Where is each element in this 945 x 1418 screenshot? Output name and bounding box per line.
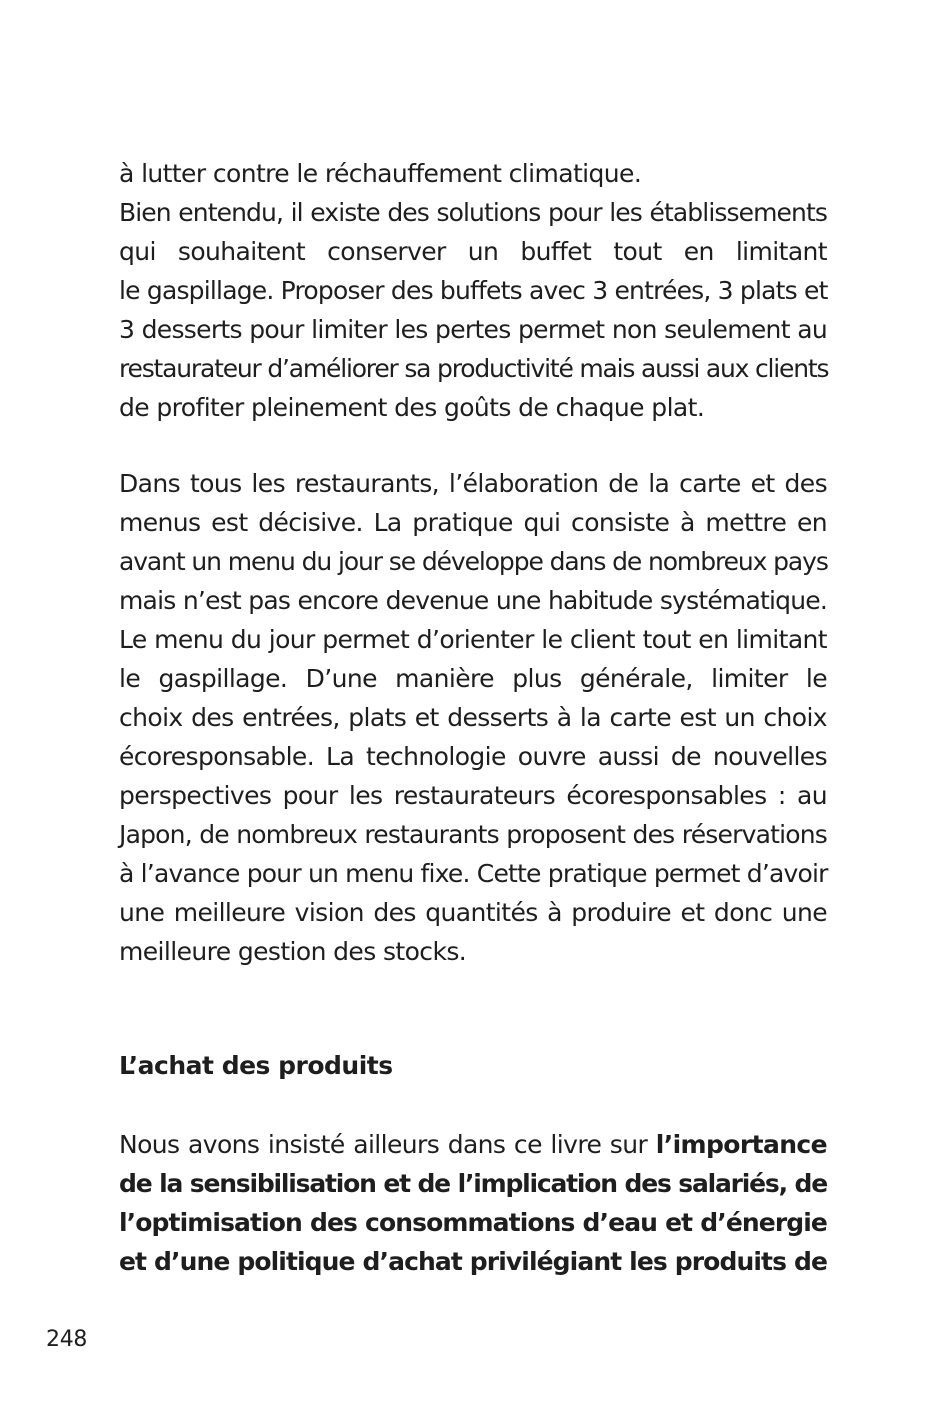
paragraph-line: restaurateur d’améliorer sa productivité mais aussi aux clients [119, 354, 829, 383]
paragraph-line-bold: de la sensibilisation et de l’implication des salariés, de [119, 1169, 827, 1198]
paragraph-line: Le menu du jour permet d’orienter le client tout en limitant [119, 625, 827, 654]
page-number: 248 [46, 1327, 88, 1352]
paragraph-line: menus est décisive. La pratique qui consiste à mettre en [119, 508, 827, 537]
paragraph-line: le gaspillage. D’une manière plus générale, limiter le [119, 664, 827, 693]
paragraph-line: Bien entendu, il existe des solutions pour les établissements [119, 198, 827, 227]
paragraph-line: avant un menu du jour se développe dans de nombreux pays [119, 547, 828, 576]
paragraph-line: 3 desserts pour limiter les pertes permet non seulement au [119, 315, 827, 344]
paragraph-line: qui souhaitent conserver un buffet tout en limitant [119, 237, 827, 266]
paragraph-line: choix des entrées, plats et desserts à la carte est un choix [119, 703, 827, 732]
paragraph-line: une meilleure vision des quantités à produire et donc une [119, 898, 827, 927]
paragraph-line: à l’avance pour un menu fixe. Cette pratique permet d’avoir [119, 859, 828, 888]
paragraph-line: meilleure gestion des stocks. [119, 937, 467, 966]
paragraph-line: mais n’est pas encore devenue une habitude systématique. [119, 586, 827, 615]
paragraph-line: Dans tous les restaurants, l’élaboration de la carte et des [119, 469, 827, 498]
paragraph-line-bold: et d’une politique d’achat privilégiant les produits de [119, 1247, 827, 1276]
paragraph-line: Japon, de nombreux restaurants proposent des réservations [119, 820, 827, 849]
bold-text: l’importance [655, 1130, 827, 1159]
paragraph-line: de profiter pleinement des goûts de chaque plat. [119, 393, 705, 422]
section-heading: L’achat des produits [119, 1051, 393, 1080]
paragraph-line: à lutter contre le réchauffement climatique. [119, 159, 642, 188]
paragraph-line-bold: l’optimisation des consommations d’eau et d’énergie [119, 1208, 827, 1237]
regular-text: Nous avons insisté ailleurs dans ce livre sur [119, 1130, 656, 1159]
paragraph-line: le gaspillage. Proposer des buffets avec 3 entrées, 3 plats et [119, 276, 828, 305]
paragraph-line-mixed [119, 1125, 827, 1164]
paragraph-line: écoresponsable. La technologie ouvre aussi de nouvelles [119, 742, 827, 771]
paragraph-line: perspectives pour les restaurateurs écoresponsables : au [119, 781, 827, 810]
